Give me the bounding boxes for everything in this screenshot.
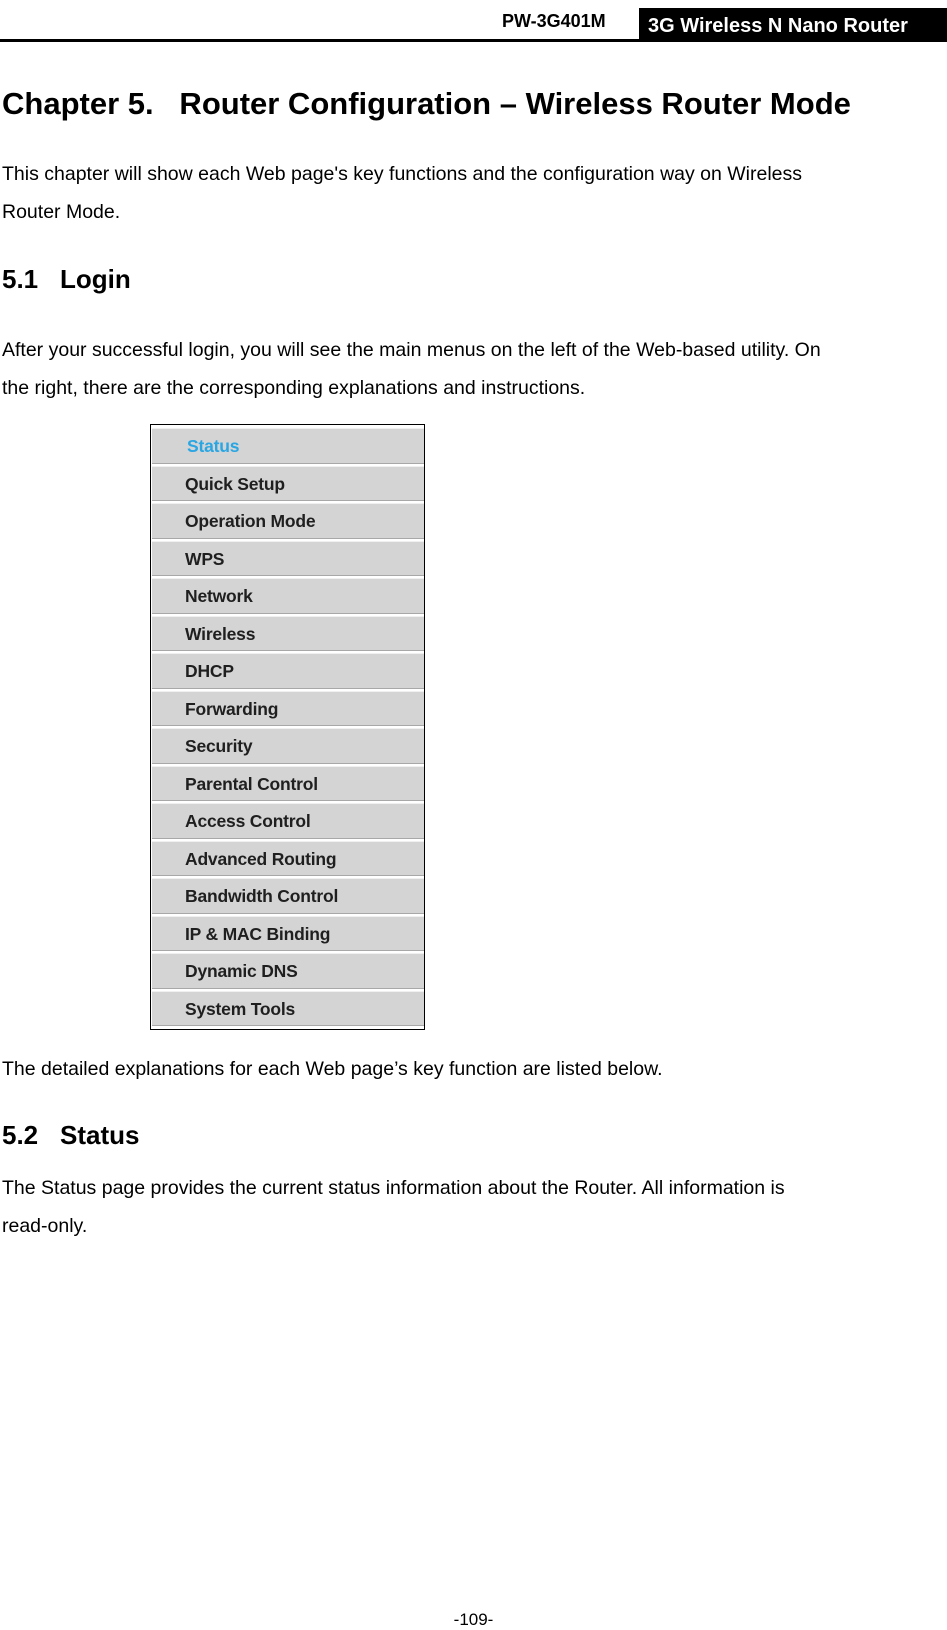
status-paragraph-line-1: The Status page provides the current status information about the Router. All information is: [2, 1177, 785, 1199]
menu-item-label: Dynamic DNS: [185, 961, 298, 981]
menu-item-system-tools[interactable]: [152, 991, 424, 1027]
header-model: PW-3G401M: [502, 11, 606, 31]
menu-item-label: Access Control: [185, 811, 311, 831]
section-number: 5.2: [2, 1120, 39, 1150]
menu-item-label: Operation Mode: [185, 511, 316, 531]
menu-item-label: Parental Control: [185, 773, 318, 794]
menu-item-label: System Tools: [185, 998, 296, 1019]
menu-item-network[interactable]: [152, 578, 424, 614]
menu-item-wireless[interactable]: [152, 616, 424, 652]
status-paragraph-line-2: read-only.: [2, 1215, 88, 1237]
menu-item-wps[interactable]: [152, 541, 424, 577]
menu-item-security[interactable]: [152, 728, 424, 764]
main-menu-screenshot: [150, 424, 425, 1030]
menu-item-label: Forwarding: [185, 698, 279, 719]
section-title: Status: [60, 1120, 140, 1150]
menu-item-parental-control[interactable]: [152, 766, 424, 802]
section-number: 5.1: [2, 264, 39, 294]
section-heading-login: [2, 264, 131, 295]
menu-item-dhcp[interactable]: [152, 653, 424, 689]
chapter-intro-line-2: Router Mode.: [2, 201, 121, 223]
menu-item-advanced-routing[interactable]: [152, 841, 424, 877]
page-number: -109-: [453, 1610, 494, 1629]
header-rule: [0, 39, 947, 42]
header-product: 3G Wireless N Nano Router: [648, 15, 908, 37]
menu-item-label: Bandwidth Control: [185, 886, 339, 906]
menu-item-ip-mac-binding[interactable]: [152, 916, 424, 952]
login-paragraph-line-2: the right, there are the corresponding explanations and instructions.: [2, 377, 586, 399]
main-menu: [152, 428, 424, 1028]
section-title: Login: [60, 264, 131, 294]
menu-item-label: DHCP: [185, 661, 234, 681]
menu-followup-text: The detailed explanations for each Web page’s key function are listed below.: [2, 1058, 663, 1080]
menu-item-status[interactable]: [152, 428, 424, 464]
menu-item-forwarding[interactable]: [152, 691, 424, 727]
chapter-title: Chapter 5. Router Configuration – Wireless Router Mode: [2, 86, 851, 121]
menu-item-label: Security: [185, 736, 253, 756]
menu-item-label: Status: [187, 436, 240, 456]
menu-item-access-control[interactable]: [152, 803, 424, 839]
page-header: [0, 0, 947, 42]
menu-item-dynamic-dns[interactable]: [152, 953, 424, 989]
login-paragraph-line-1: After your successful login, you will see the main menus on the left of the Web-based utility. On: [2, 339, 821, 361]
menu-item-operation-mode[interactable]: [152, 503, 424, 539]
menu-item-label: Wireless: [185, 623, 256, 644]
menu-item-label: Advanced Routing: [185, 848, 337, 869]
menu-item-label: Network: [185, 586, 253, 606]
menu-item-label: IP & MAC Binding: [185, 923, 331, 944]
menu-item-label: Quick Setup: [185, 473, 285, 494]
menu-item-label: WPS: [185, 548, 225, 569]
section-heading-status: [2, 1120, 139, 1151]
menu-item-quick-setup[interactable]: [152, 466, 424, 502]
menu-item-bandwidth-control[interactable]: [152, 878, 424, 914]
chapter-intro-line-1: This chapter will show each Web page's key functions and the configuration way on Wireless: [2, 163, 803, 185]
